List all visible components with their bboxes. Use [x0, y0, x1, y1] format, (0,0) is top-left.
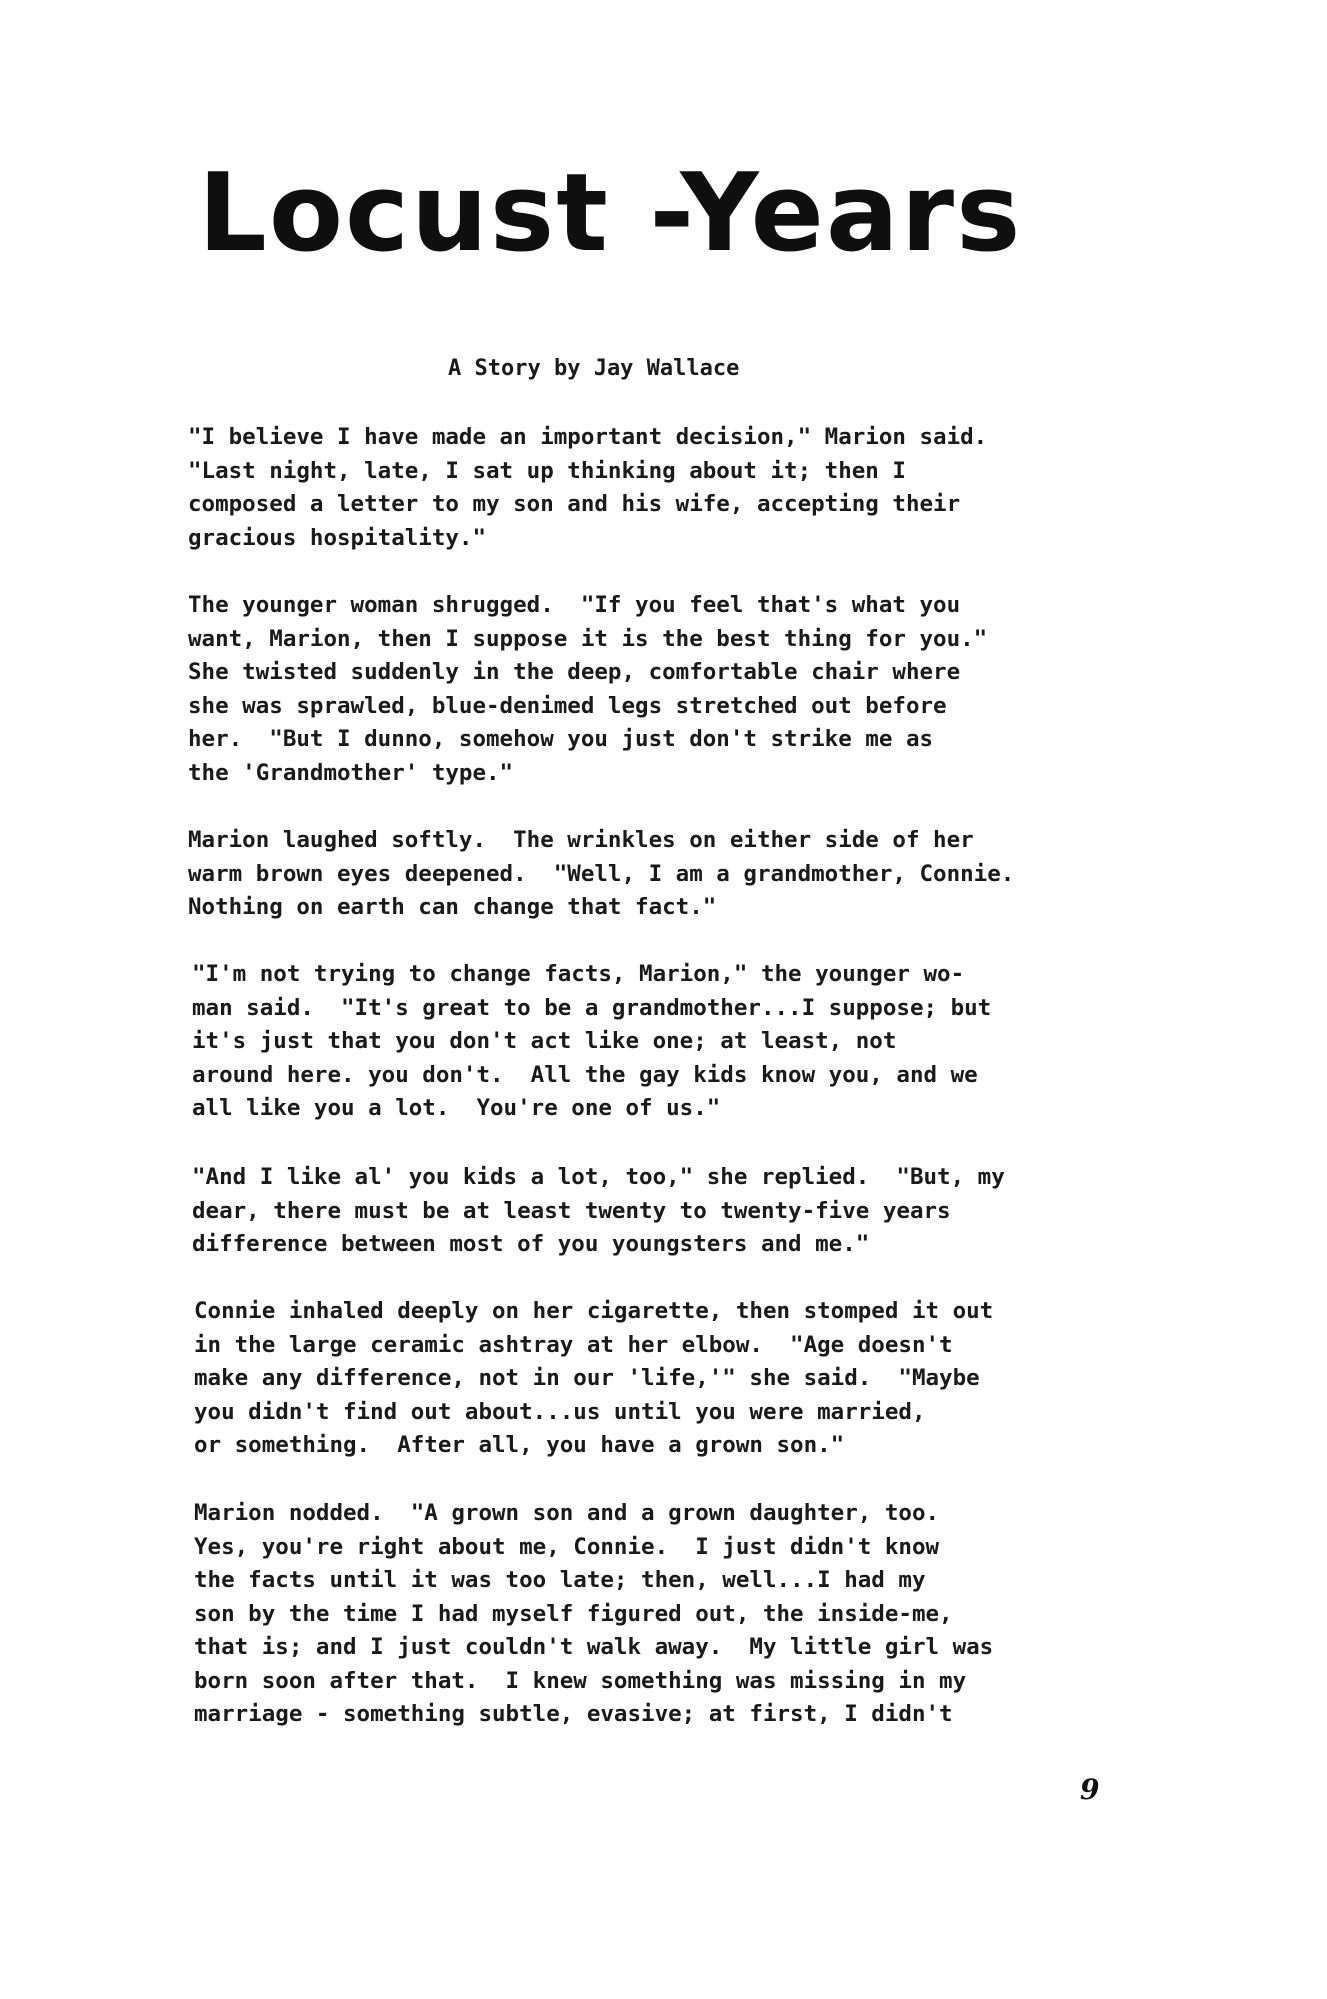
text-line: all like you a lot. You're one of us.": [192, 1095, 721, 1121]
paragraph-4: [192, 958, 991, 1126]
paragraph-6: [194, 1295, 993, 1463]
text-line: Yes, you're right about me, Connie. I just didn't know: [194, 1533, 940, 1560]
text-line: warm brown eyes deepened. "Well, I am a grandmother, Connie.: [188, 860, 1015, 887]
text-line: her. "But I dunno, somehow you just don't strike me as: [188, 726, 934, 752]
text-line: man said. "It's great to be a grandmother...I suppose; but: [192, 994, 992, 1021]
text-line: marriage - something subtle, evasive; at first, I didn't: [194, 1701, 953, 1727]
text-line: it's just that you don't act like one; at least, not: [192, 1028, 897, 1054]
text-line: she was sprawled, blue-denimed legs stretched out before: [188, 692, 947, 719]
text-line: composed a letter to my son and his wife, accepting their: [188, 491, 961, 517]
text-line: Nothing on earth can change that fact.": [188, 894, 717, 920]
text-line: She twisted suddenly in the deep, comfortable chair where: [188, 659, 961, 685]
text-line: born soon after that. I knew something was missing in my: [194, 1667, 967, 1694]
text-line: gracious hospitality.": [188, 524, 487, 551]
paragraph-7: [194, 1497, 993, 1732]
text-line: Marion nodded. "A grown son and a grown daughter, too.: [194, 1500, 940, 1526]
text-line: or something. After all, you have a grown son.": [194, 1432, 845, 1458]
text-line: you didn't find out about...us until you were married,: [194, 1398, 926, 1425]
text-line: difference between most of you youngsters and me.": [192, 1231, 870, 1257]
text-line: "I'm not trying to change facts, Marion," the younger wo-: [192, 961, 965, 987]
story-title: Locust -Years: [198, 151, 1023, 276]
paragraph-1: [188, 421, 987, 555]
text-line: "And I like al' you kids a lot, too," she replied. "But, my: [192, 1164, 1005, 1190]
page-number: 9: [1080, 1773, 1100, 1806]
text-line: in the large ceramic ashtray at her elbow. "Age doesn't: [194, 1331, 953, 1358]
text-line: make any difference, not in our 'life,'" she said. "Maybe: [194, 1365, 980, 1391]
story-byline: A Story by Jay Wallace: [448, 356, 740, 381]
text-line: Marion laughed softly. The wrinkles on either side of her: [188, 827, 974, 853]
text-line: the 'Grandmother' type.": [188, 759, 514, 786]
text-line: want, Marion, then I suppose it is the best thing for you.": [188, 625, 988, 652]
text-line: that is; and I just couldn't walk away. My little girl was: [194, 1634, 994, 1660]
text-line: The younger woman shrugged. "If you feel that's what you: [188, 592, 961, 618]
text-line: around here. you don't. All the gay kids know you, and we: [192, 1061, 978, 1088]
text-line: "I believe I have made an important decision," Marion said.: [188, 424, 988, 450]
paragraph-2: [188, 589, 987, 790]
text-line: "Last night, late, I sat up thinking about it; then I: [188, 457, 906, 484]
text-line: son by the time I had myself figured out, the inside-me,: [194, 1600, 953, 1627]
paragraph-5: [192, 1161, 1005, 1262]
text-line: dear, there must be at least twenty to twenty-five years: [192, 1197, 951, 1224]
text-line: Connie inhaled deeply on her cigarette, then stomped it out: [194, 1298, 994, 1324]
text-line: the facts until it was too late; then, well...I had my: [194, 1567, 926, 1593]
paragraph-3: [188, 824, 1014, 925]
